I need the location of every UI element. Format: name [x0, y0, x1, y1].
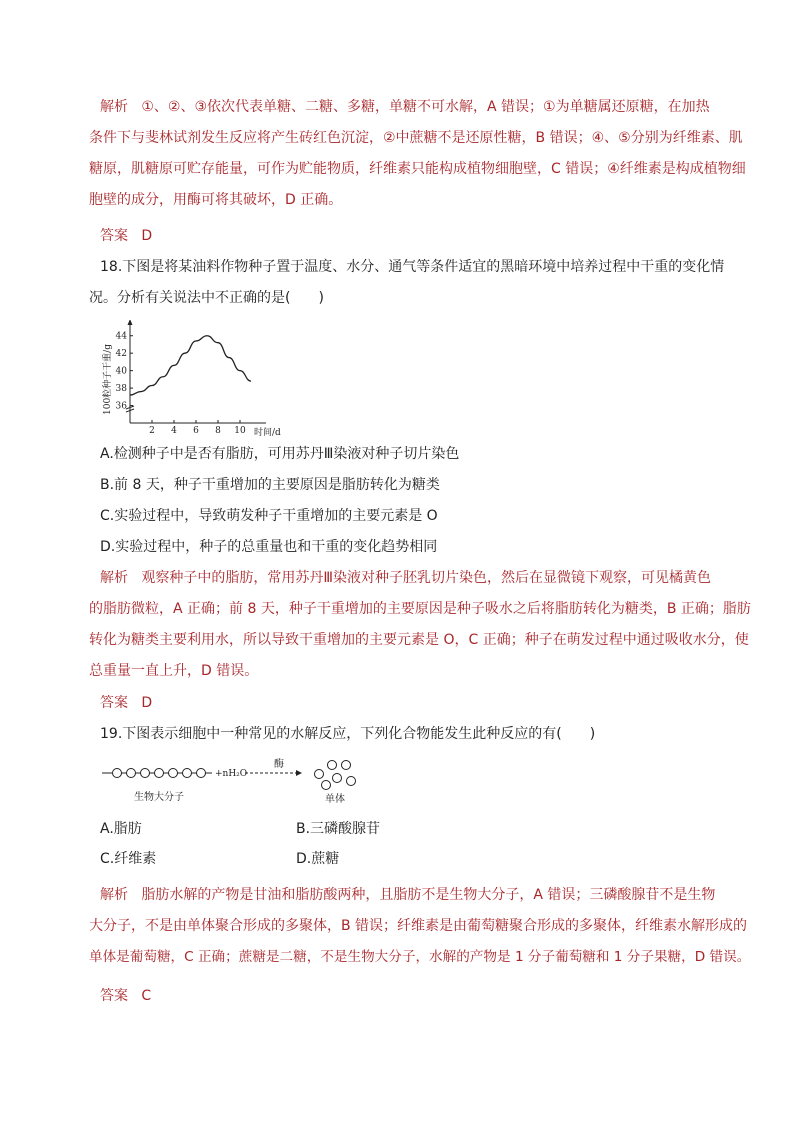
q19-answer-value: C	[141, 988, 152, 1004]
enzyme-label: 酶	[274, 759, 284, 770]
y-tick-label: 38	[115, 384, 127, 395]
q17-answer-value: D	[141, 228, 153, 244]
monomers	[315, 761, 356, 790]
q19-answer	[100, 987, 151, 1005]
plus-water-label: +nH₂O	[215, 769, 248, 779]
polymer-chain	[113, 769, 213, 778]
q18-option-a: A.检测种子中是否有脂肪，可用苏丹Ⅲ染液对种子切片染色	[100, 446, 460, 462]
q19-option-b: B.三磷酸腺苷	[296, 821, 381, 837]
q19-answer-label: 答案	[100, 988, 128, 1004]
q18-answer	[100, 694, 152, 712]
y-tick-label: 42	[115, 349, 127, 360]
y-tick-label: 36	[115, 401, 127, 412]
x-axis-label: 时间/d	[254, 428, 281, 438]
q18-analysis-label: 解析	[100, 570, 128, 586]
q17-answer	[100, 227, 152, 245]
q18-analysis-line-2: 的脂肪微粒，A 正确；前 8 天，种子干重增加的主要原因是种子吸水之后将脂肪转化为糖类，B 正确；脂肪	[89, 601, 751, 617]
q17-analysis-line-2: 条件下与斐林试剂发生反应将产生砖红色沉淀，②中蔗糖不是还原性糖，B 错误；④、⑤分别为纤维素、肌	[89, 130, 743, 146]
q19-option-d: D.蔗糖	[296, 851, 340, 867]
q18-answer-label: 答案	[100, 695, 128, 711]
q19-analysis-line-2: 大分子，不是由单体聚合形成的多聚体，B 错误；纤维素是由葡萄糖聚合形成的多聚体，纤维素水解形成的	[89, 918, 748, 934]
q19-option-c: C.纤维素	[100, 851, 157, 867]
q18-analysis-line-1: 解析 观察种子中的脂肪，常用苏丹Ⅲ染液对种子胚乳切片染色，然后在显微镜下观察，可见橘黄色	[100, 570, 712, 586]
x-tick-label: 8	[215, 426, 221, 436]
y-tick-label: 44	[115, 331, 127, 342]
dry-weight-chart	[92, 320, 292, 438]
q19-stem: 19.下图表示细胞中一种常见的水解反应，下列化合物能发生此种反应的有( )	[100, 726, 596, 742]
q19-analysis-line-1: 解析 脂肪水解的产物是甘油和脂肪酸两种，且脂肪不是生物大分子，A 错误；三磷酸腺苷不是生物	[100, 887, 716, 903]
q18-option-c: C.实验过程中，导致萌发种子干重增加的主要元素是 O	[100, 508, 438, 524]
q18-answer-value: D	[141, 695, 153, 711]
x-tick-label: 10	[234, 426, 246, 436]
y-axis-label: 100粒种子干重/g	[103, 344, 113, 415]
q17-answer-label: 答案	[100, 228, 128, 244]
monomer-label: 单体	[325, 794, 345, 805]
q17-analysis-line-1: 解析 ①、②、③依次代表单糖、二糖、多糖，单糖不可水解，A 错误；①为单糖属还原糖，在加热	[100, 99, 710, 115]
q18-stem-line-1: 18.下图是将某油料作物种子置于温度、水分、通气等条件适宜的黑暗环境中培养过程中干重的变化情	[100, 259, 725, 275]
q18-stem-line-2: 况。分析有关说法中不正确的是( )	[89, 290, 324, 306]
q18-analysis-line-3: 转化为糖类主要利用水，所以导致干重增加的主要元素是 O，C 正确；种子在萌发过程中通过吸收水分，使	[89, 632, 749, 648]
hydrolysis-diagram	[98, 754, 368, 806]
q17-analysis-label: 解析	[100, 99, 128, 115]
q18-option-d: D.实验过程中，种子的总重量也和干重的变化趋势相同	[100, 539, 438, 555]
q19-option-a: A.脂肪	[100, 821, 142, 837]
q18-option-b: B.前 8 天，种子干重增加的主要原因是脂肪转化为糖类	[100, 477, 440, 493]
q19-analysis-label: 解析	[100, 887, 128, 903]
q18-analysis-line-4: 总重量一直上升，D 错误。	[89, 663, 259, 679]
y-tick-label: 40	[115, 366, 127, 377]
q17-analysis-line-3: 糖原，肌糖原可贮存能量，可作为贮能物质，纤维素只能构成植物细胞壁，C 错误；④纤维素是构成植物细	[89, 161, 746, 177]
x-tick-label: 6	[193, 426, 199, 436]
chart-series-line	[130, 336, 251, 395]
x-tick-label: 2	[149, 426, 155, 436]
x-tick-label: 4	[171, 426, 177, 436]
q19-analysis-line-3: 单体是葡萄糖，C 正确；蔗糖是二糖，不是生物大分子，水解的产物是 1 分子葡萄糖和 1 分子果糖，D 错误。	[89, 949, 751, 965]
macromolecule-label: 生物大分子	[134, 792, 184, 803]
q17-analysis-line-4: 胞壁的成分，用酶可将其破坏，D 正确。	[89, 192, 343, 208]
